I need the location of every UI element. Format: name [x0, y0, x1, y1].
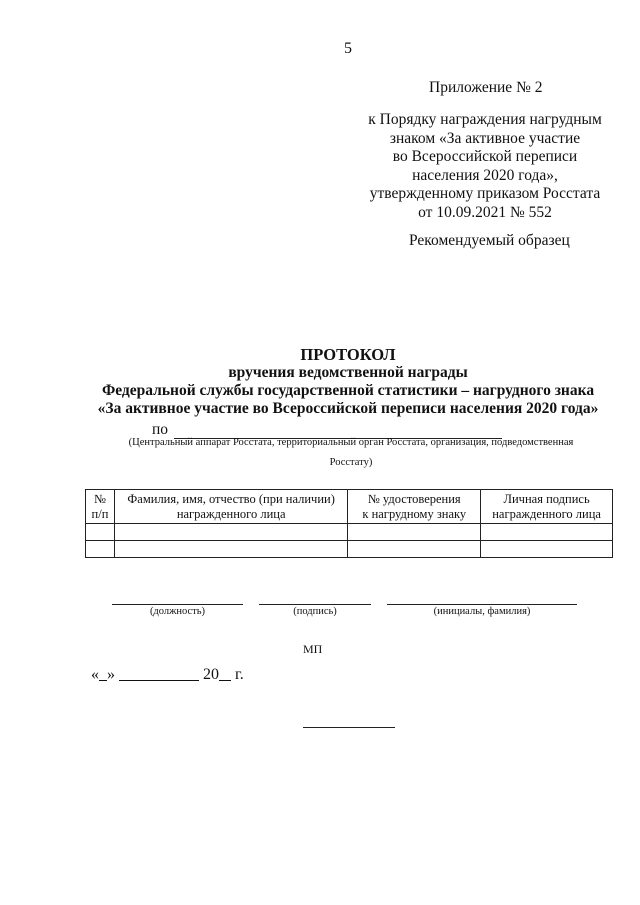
table-cell[interactable] [481, 541, 613, 558]
table-row [86, 524, 613, 541]
position-caption: (должность) [149, 606, 206, 617]
table-cell[interactable] [86, 524, 115, 541]
date-open-quote: « [91, 666, 99, 683]
table-cell[interactable] [348, 541, 481, 558]
approval-line: утвержденному приказом Росстата [369, 185, 601, 203]
page-number: 5 [344, 40, 352, 57]
title-line-1: ПРОТОКОЛ [300, 345, 396, 364]
table-row [86, 541, 613, 558]
table-header-row [86, 490, 613, 524]
org-caption-line-1: (Центральный аппарат Росстата, территориальный орган Росстата, организация, подведомственная [128, 437, 574, 448]
name-caption: (инициалы, фамилия) [433, 606, 531, 617]
sample-label: Рекомендуемый образец [409, 232, 570, 249]
title-line-2: вручения ведомственной награды [228, 364, 468, 381]
year-field[interactable] [219, 666, 231, 683]
org-caption-line-2: Росстату) [329, 457, 373, 468]
date-row [91, 666, 244, 684]
organization-caption [112, 433, 590, 473]
month-field[interactable] [119, 666, 199, 683]
title-line-3: Федеральной службы государственной статистики – нагрудного знака [101, 382, 595, 399]
table-cell[interactable] [481, 524, 613, 541]
header-signature: Личная подпись награжденного лица [481, 490, 613, 524]
signature-line[interactable] [259, 604, 371, 605]
approval-line: населения 2020 года», [412, 166, 558, 184]
appendix-heading: Приложение № 2 [429, 79, 543, 96]
name-line[interactable] [387, 604, 577, 605]
table-cell[interactable] [348, 524, 481, 541]
year-prefix: 20 [203, 666, 219, 683]
position-line[interactable] [112, 604, 243, 605]
approval-line: знаком «За активное участие [389, 129, 581, 147]
bottom-divider [303, 727, 395, 728]
date-close-quote: » [107, 666, 115, 683]
table-cell[interactable] [114, 541, 347, 558]
signature-caption: (подпись) [293, 606, 337, 617]
table-cell[interactable] [86, 541, 115, 558]
approval-line: от 10.09.2021 № 552 [418, 203, 552, 221]
year-suffix: г. [235, 666, 244, 683]
approval-reference [365, 111, 605, 223]
day-field[interactable] [99, 666, 107, 683]
approval-line: к Порядку награждения нагрудным [368, 111, 602, 128]
header-number: № п/п [86, 490, 115, 524]
approval-line: во Всероссийской переписи [392, 148, 578, 166]
stamp-label: МП [303, 642, 323, 656]
header-certificate-number: № удостоверения к нагрудному знаку [348, 490, 481, 524]
table-cell[interactable] [114, 524, 347, 541]
protocol-title [0, 346, 640, 418]
title-line-4: «За активное участие во Всероссийской переписи населения 2020 года» [97, 400, 599, 417]
po-label: по [152, 421, 169, 438]
award-table [85, 489, 613, 558]
header-full-name: Фамилия, имя, отчество (при наличии) награжденного лица [114, 490, 347, 524]
